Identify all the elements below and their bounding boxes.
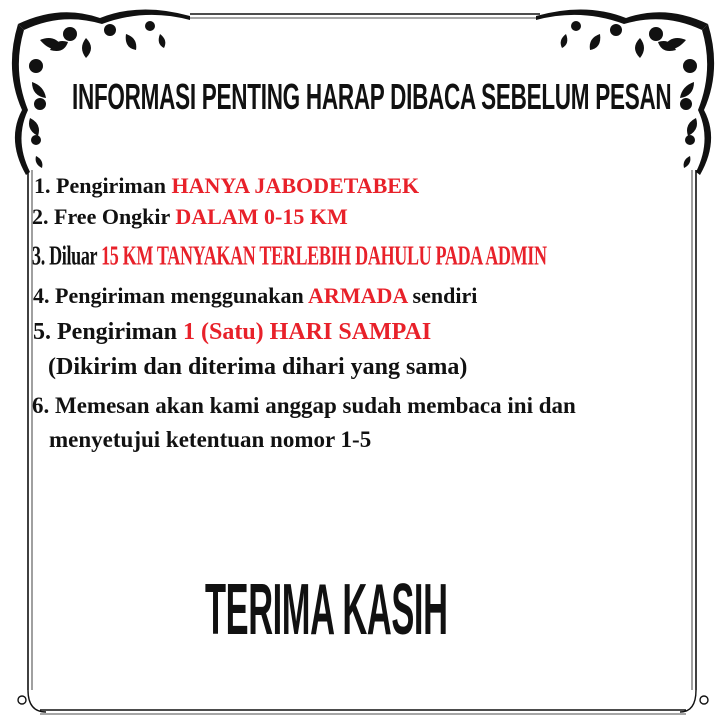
rule-text-after: sendiri <box>407 283 478 308</box>
rule-text: Pengiriman <box>57 319 183 345</box>
rule-highlight: 15 KM TANYAKAN TERLEBIH DAHULU PADA ADMIN <box>101 239 547 271</box>
rule-text: Pengiriman <box>56 173 172 198</box>
rule-highlight: HANYA JABODETABEK <box>171 173 420 198</box>
rule-note: (Dikirim dan diterima dihari yang sama) <box>48 354 468 380</box>
rule-highlight: 1 (Satu) HARI SAMPAI <box>183 319 432 345</box>
rule-highlight: ARMADA <box>308 283 408 308</box>
rule-item-6 <box>32 394 576 417</box>
rule-note: menyetujui ketentuan nomor 1-5 <box>49 427 372 452</box>
rule-6-continuation <box>49 428 371 451</box>
rule-number: 6. <box>32 393 55 418</box>
rule-highlight: DALAM 0-15 KM <box>175 204 348 229</box>
rule-text: Diluar <box>49 239 102 271</box>
rule-number: 3. <box>32 239 50 271</box>
rule-item-4 <box>33 285 477 307</box>
rule-number: 4. <box>33 283 55 308</box>
rule-text: Pengiriman menggunakan <box>55 283 309 308</box>
rule-text: Memesan akan kami anggap sudah membaca ini dan <box>55 393 576 418</box>
rule-number: 1. <box>34 173 56 198</box>
rule-5-note <box>48 355 467 379</box>
closing-thanks: TERIMA KASIH <box>205 568 448 650</box>
rule-item-2 <box>32 206 348 228</box>
rule-text: Free Ongkir <box>54 204 176 229</box>
rule-number: 2. <box>32 204 54 229</box>
rule-item-1 <box>34 175 419 197</box>
rule-item-3 <box>32 239 547 271</box>
rule-item-5 <box>33 320 431 344</box>
rule-number: 5. <box>33 319 57 345</box>
notice-title: INFORMASI PENTING HARAP DIBACA SEBELUM PESAN <box>72 77 672 118</box>
